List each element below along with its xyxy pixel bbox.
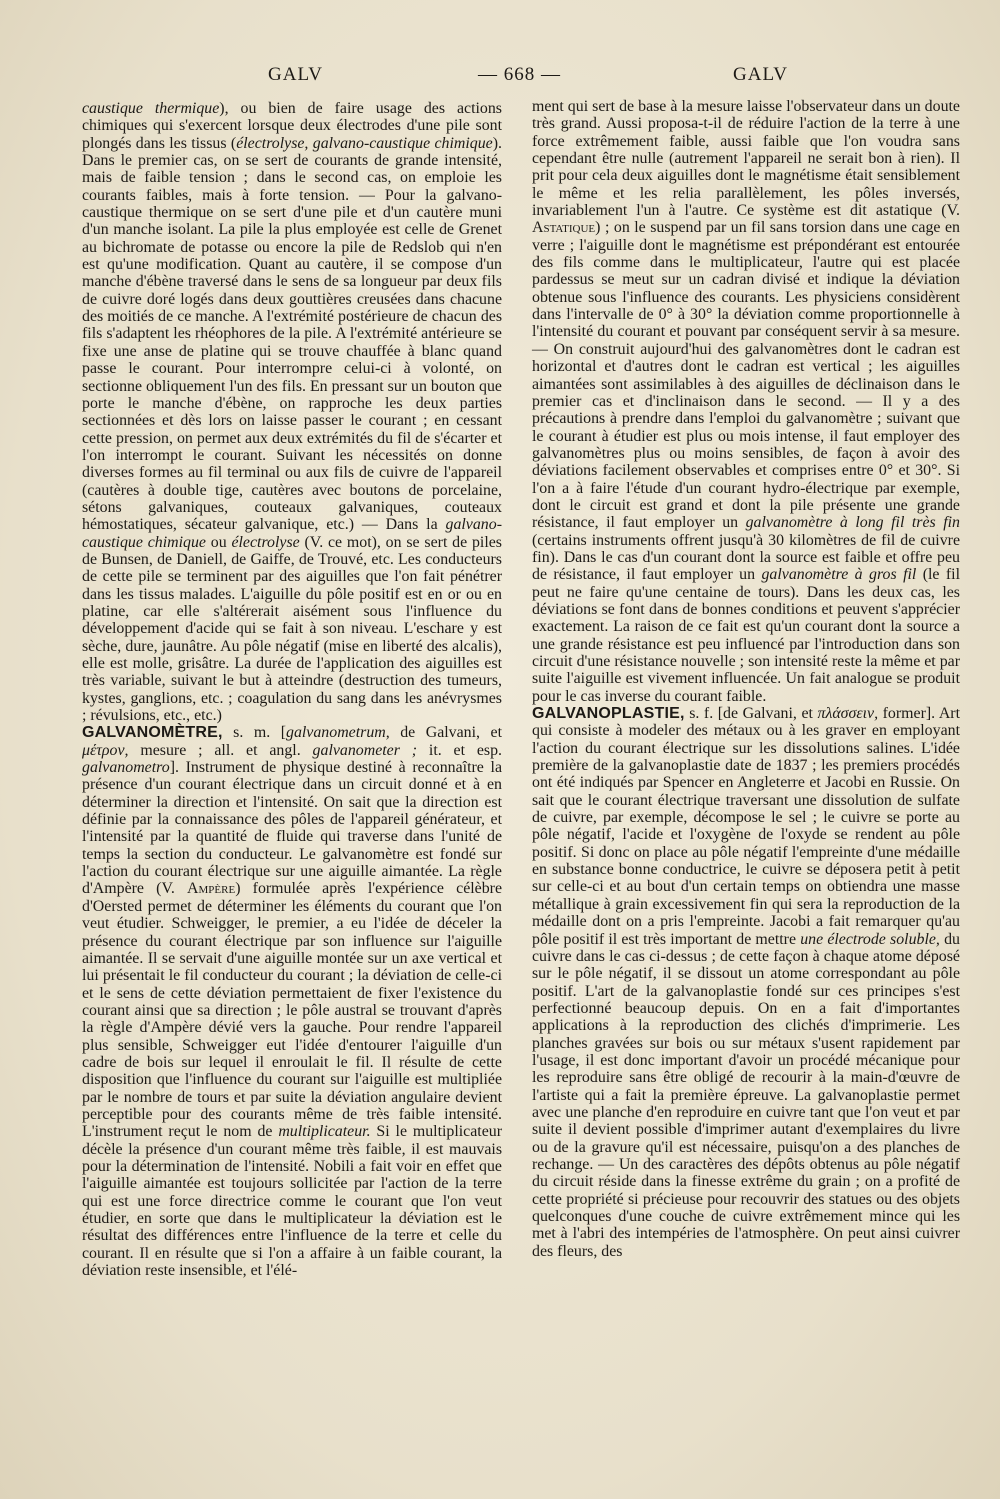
body-text: mesure ; all. et angl. [128, 741, 313, 759]
body-text: (V. ce mot), on se sert de piles de Bunsen, de Daniell, de Gaiffe, de Trouvé, etc. Les conducteurs de cette pile se terminent par des aiguilles que l'on fait pénétrer dans les tissus malades. L'aiguille du pôle positif est en or ou en platine, car elle s'altérerait aisément sous l'influence du développement d'acide qui se fait à son niveau. L'eschare y est sèche, dure, jaunâtre. Au pôle négatif (mise en liberté des alcalis), elle est molle, grisâtre. La durée de l'application des aiguilles est très variable, suivant le but à atteindre (destruction des tumeurs, kystes, ganglions, etc. ; coagulation du sang dans les anévrysmes ; révulsions, etc., etc.) [82, 533, 502, 725]
italic-term: galvanomètre à long fil très fin [745, 514, 960, 532]
galvanocaustique-continuation [82, 100, 502, 724]
entry-headword: GALVANOPLASTIE, [532, 705, 685, 723]
italic-term: électrolyse [231, 533, 300, 551]
page-number: — 668 — [478, 64, 561, 85]
galvanometre-continuation [532, 98, 960, 705]
italic-term: caustique thermique [82, 100, 220, 117]
italic-term: galvanomètre à gros fil [761, 566, 917, 584]
galvanometre-entry [82, 724, 502, 1279]
entry-headword: GALVANOMÈTRE, [82, 724, 223, 742]
body-text: du cuivre dans le cas ci-dessus ; de cette façon à chaque atome déposé sur le pôle négatif, il se dissout un atome correspondant au pôle positif. L'art de la galvanoplastie fondé sur ces principes s'est perfectionné beaucoup depuis. On en a fait d'importantes applications à la reproduction des clichés d'imprimerie. Les planches gravées sur bois ou sur métaux s'usent rapidement par l'usage, il est donc important d'avoir un procédé mécanique pour les reproduire sans être obligé de recourir à la main-d'œuvre de l'artiste qui a fait la première épreuve. La galvanoplastie permet avec une planche d'en reproduire en cuivre tant que l'on veut et par suite il devient possible d'imprimer autant d'exemplaires du livre ou de la gravure qu'il est nécessaire, puisqu'on a des planches de rechange. — Un des caractères des dépôts obtenus au pôle négatif du circuit réside dans la finesse extrême du grain ; on a profité de cette propriété si précieuse pour recouvrir des statues ou des objets quelconques d'une couche de cuivre extrêmement mince qui les met à l'abri des intempéries de l'atmosphère. On peut ainsi cuivrer des fleurs, des [532, 930, 960, 1260]
right-column [532, 98, 960, 1260]
body-text: s. m. [ [222, 724, 286, 742]
italic-term: galvanometer ; [312, 741, 418, 759]
italic-term: galvanometro [82, 759, 170, 777]
running-head [0, 64, 1000, 94]
body-text: ) ; on le suspend par un fil sans torsion dans une cage en verre ; l'aiguille dont le magnétisme est prépondérant est entourée des fils comme dans le multiplicateur, l'autre qui est placée pardessus se meut sur un cadran divisé et indique la déviation obtenue sous l'influence des courants. Les physiciens considèrent dans l'intervalle de 0° à 30° la déviation comme proportionnelle à l'intensité du courant et pouvant par conséquent servir à sa mesure. — On construit aujourd'hui des galvanomètres dont le cadran est horizontal et d'autres dont le cadran est vertical ; les aiguilles aimantées sont assimilables à des aiguilles de déclinaison dans le premier cas et d'inclinaison dans le second. — Il y a des précautions à prendre dans l'emploi du galvanomètre ; suivant que le courant à étudier est plus ou mois intense, il faut employer des galvanomètres plus ou moins sensibles, de façon à avoir des déviations facilement observables et comprises entre 0° et 30°. Si l'on a à faire l'étude d'un courant hydro-électrique par exemple, dont le circuit est grand et dont la pile présente une grande résistance, il faut employer un [532, 219, 960, 532]
body-text: ou [205, 533, 232, 551]
italic-term: une électrode soluble, [800, 930, 940, 948]
body-text: de Galvani, et [389, 724, 502, 742]
galvanoplastie-entry [532, 705, 960, 1260]
italic-term: multiplicateur. [278, 1123, 371, 1141]
header-left-word: GALV [268, 64, 324, 85]
italic-term: électrolyse, galvano-caustique chimique [236, 134, 493, 152]
body-text: ) formulée après l'expérience célèbre d'Oersted permet de déterminer les éléments du courant que l'on veut étudier. Schweigger, le premier, a eu l'idée de déceler la présence du courant électrique par son influence sur l'aiguille aimantée. Il se servait d'une aiguille montée sur un axe vertical et lui présentait le fil conducteur du courant ; la déviation de celle-ci et le sens de cette déviation permettaient de fixer l'existence du courant ainsi que sa direction ; le pôle austral se trouvant d'après la règle d'Ampère dévié vers la gauche. Pour rendre l'appareil plus sensible, Schweigger eut l'idée d'entourer l'aiguille d'un cadre de bois sur lequel il enroulait le fil. Il résulte de cette disposition que l'influence du courant sur l'aiguille est multipliée par le nombre de tours et par suite la déviation angulaire devient perceptible pour des courants même de très faible intensité. L'instrument reçut le nom de [82, 880, 503, 1141]
left-column [82, 100, 502, 1279]
greek-term: μέτρον, [82, 741, 129, 759]
cross-reference: Ampère [187, 880, 236, 898]
body-text: (certains instruments offrent jusqu'à 30 kilomètres de fil de cuivre fin). Dans le cas d'un courant dont la source est faible et offre peu de résistance, il faut employer un [532, 531, 960, 584]
italic-term: galvanometrum, [286, 724, 390, 742]
body-text: ), ou bien de faire usage des actions chimiques qui s'exercent lorsque deux électrodes d'une pile sont plongés dans les tissus ( [82, 100, 502, 152]
body-text: s. f. [de Galvani, et [684, 705, 818, 723]
cross-reference: Astatique [532, 219, 596, 237]
italic-term: galvano-caustique chimique [82, 516, 502, 551]
body-text: ). Dans le premier cas, on se sert de courants de grande intensité, mais de faible tension ; dans le second cas, on emploie les courants faibles, mais à forte tension. — Pour la galvano-caustique thermique on se sert d'une pile et d'un cautère muni d'un manche isolant. La pile la plus employée est celle de Grenet au bichromate de potasse ou encore la pile de Redslob qui n'en est qu'une modification. Quant au cautère, il se compose d'un manche d'ébène traversé dans le sens de sa longueur par deux fils de cuivre doré logés dans deux gouttières creusées dans chacune des moitiés de ce manche. A l'extrémité postérieure de chacun des fils s'adaptent les rhéophores de la pile. A l'extrémité antérieure se fixe une anse de platine qui se trouve chauffée à blanc quand passe le courant. Pour interrompre celui-ci à volonté, on sectionne obliquement l'un des fils. En pressant sur un bouton que porte le manche d'ébène, on rapproche les deux parties sectionnées et dès lors on laisse passer le courant ; en cessant cette pression, on permet aux deux extrémités du fil de s'écarter et l'on interrompt le courant. Suivant les nécessités on donne diverses formes au fil terminal ou aux fils de cuivre de l'appareil (cautères à double tige, cautères avec boutons de porcelaine, sétons galvaniques, couteaux galvaniques, couteaux hémostatiques, sécateur galvanique, etc.) — Dans la [82, 134, 502, 534]
body-text: (le fil peut ne faire qu'une centaine de tours). Dans les deux cas, les déviations se font dans de bonnes conditions et peuvent s'apprécier exactement. La raison de ce fait est qu'un courant dont la source a une grande résistance est peu influencé par l'introduction dans son circuit d'une résistance nouvelle ; son intensité reste la même et par suite l'aiguille est vivement influencée. Un fait analogue se produit pour le cas inverse du courant faible. [532, 566, 961, 705]
body-text: it. et esp. [417, 741, 503, 759]
header-right-word: GALV [733, 64, 789, 85]
body-text: former]. Art qui consiste à modeler des métaux ou à les graver en employant l'action du courant électrique sur les dissolutions salines. L'idée première de la galvanoplastie date de 1837 ; les premiers procédés ont été indiqués par Spencer en Angleterre et Jacobi en Russie. On sait que le courant électrique traversant une dissolution de sulfate de cuivre, par exemple, décompose le sel ; le cuivre se porte au pôle négatif, l'acide et l'oxygène de l'oxyde se rendent au pôle positif. Si donc on place au pôle négatif l'empreinte d'une médaille en substance bonne conductrice, le cuivre se déposera petit à petit sur celle-ci et au bout d'un certain temps on obtiendra une masse métallique à grain excessivement fin qui sera la reproduction de la médaille dont on a pris l'empreinte. Jacobi a fait remarquer qu'au pôle positif il est très important de mettre [532, 705, 960, 948]
body-text: ment qui sert de base à la mesure laisse l'observateur dans un doute très grand. Aussi proposa-t-il de réduire l'action de la terre à une force extrêmement faible, aussi faible que l'on voudra sans cependant être nulle (autrement l'appareil ne serait bon à rien). Il prit pour cela deux aiguilles dont le magnétisme était sensiblement le même et les relia parallèlement, les pôles inversés, invariablement l'un à l'autre. Ce système est dit astatique (V. [532, 98, 960, 220]
body-text: ]. Instrument de physique destiné à reconnaître la présence d'un courant électrique dans un circuit donné et à en déterminer la direction et l'intensité. On sait que la direction est définie par la connaissance des pôles de l'appareil générateur, et l'intensité par la quantité de fluide qui traverse dans l'unité de temps la section du conducteur. Le galvanomètre est fondé sur l'action du courant électrique sur une aiguille aimantée. La règle d'Ampère (V. [82, 759, 502, 898]
body-text: Si le multiplicateur décèle la présence d'un courant même très faible, il est mauvais pour la détermination de l'intensité. Nobili a fait voir en effet que l'aiguille aimantée est toujours sollicitée par l'action de la terre qui est une force directrice comme le courant que l'on veut étudier, en sorte que dans le multiplicateur la déviation est le résultat des différences entre l'influence de la terre et celle du courant. Il en résulte que si l'on a affaire à un faible courant, la déviation reste insensible, et l'élé- [82, 1123, 502, 1280]
greek-term: πλάσσειν, [817, 705, 879, 723]
